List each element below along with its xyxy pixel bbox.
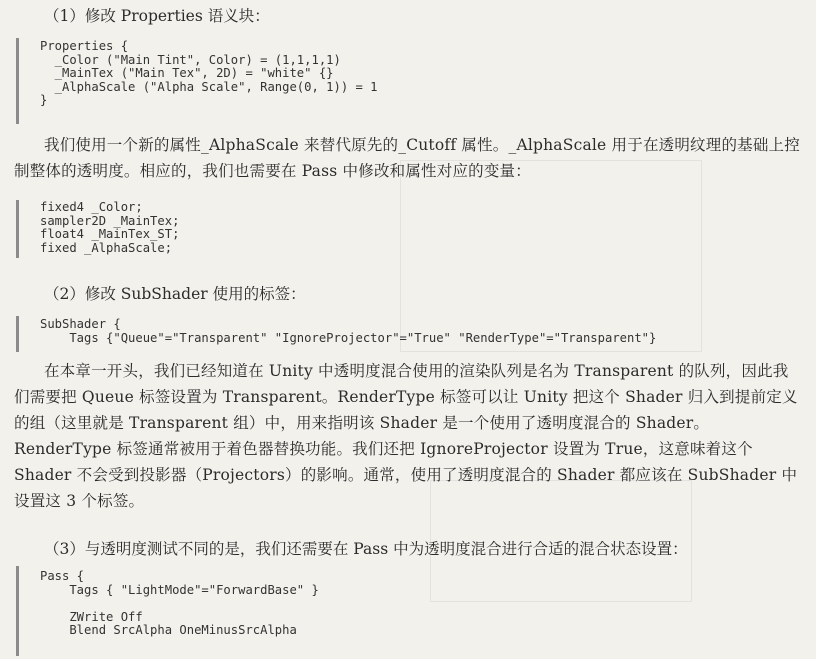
code-block-bar — [16, 566, 19, 656]
step3-heading: （3）与透明度测试不同的是，我们还需要在 Pass 中为透明度混合进行合适的混合状态设置： — [44, 540, 688, 558]
rendertype-paragraph: 在本章一开头，我们已经知道在 Unity 中透明度混合使用的渲染队列是名为 Transparent 的队列，因此我们需要把 Queue 标签设置为 Transparent。RenderType 标签可以让 Unity 把这个 Shader 归入到提前定义的组（这里就是 Transparent 组）中，用来指明该 Shader 是一个使用了透明度混合的 Shader。RenderType 标签通常被用于着色器替换功能。我们还把 IgnoreProjector 设置为 True，这意味着这个 Shader 不会受到投影器（Projectors）的影响。通常，使用了透明度混合的 Shader 都应该在 SubShader 中设置这 3 个标签。 — [14, 362, 798, 510]
code-block-bar — [16, 200, 19, 258]
code-block-bar — [16, 38, 19, 124]
alphascale-paragraph: 我们使用一个新的属性_AlphaScale 来替代原先的_Cutoff 属性。_AlphaScale 用于在透明纹理的基础上控制整体的透明度。相应的，我们也需要在 Pass 中修改和属性对应的变量： — [14, 136, 800, 180]
step1-heading: （1）修改 Properties 语义块： — [44, 7, 270, 25]
pass-code-block: Pass { Tags { "LightMode"="ForwardBase" } ZWrite Off Blend SrcAlpha OneMinusSrcAlpha — [40, 569, 319, 638]
code-block-bar — [16, 316, 19, 352]
subshader-code-block: SubShader { Tags {"Queue"="Transparent" "IgnoreProjector"="True" "RenderType"="Transparent"} — [40, 317, 657, 345]
properties-code-block: Properties { _Color ("Main Tint", Color) = (1,1,1,1) _MainTex ("Main Tex", 2D) = "white" {} _AlphaScale ("Alpha Scale", Range(0, 1)) = 1 } — [40, 39, 378, 108]
step2-heading: （2）修改 SubShader 使用的标签： — [44, 285, 306, 303]
variables-code-block: fixed4 _Color; sampler2D _MainTex; float4 _MainTex_ST; fixed _AlphaScale; — [40, 200, 180, 255]
